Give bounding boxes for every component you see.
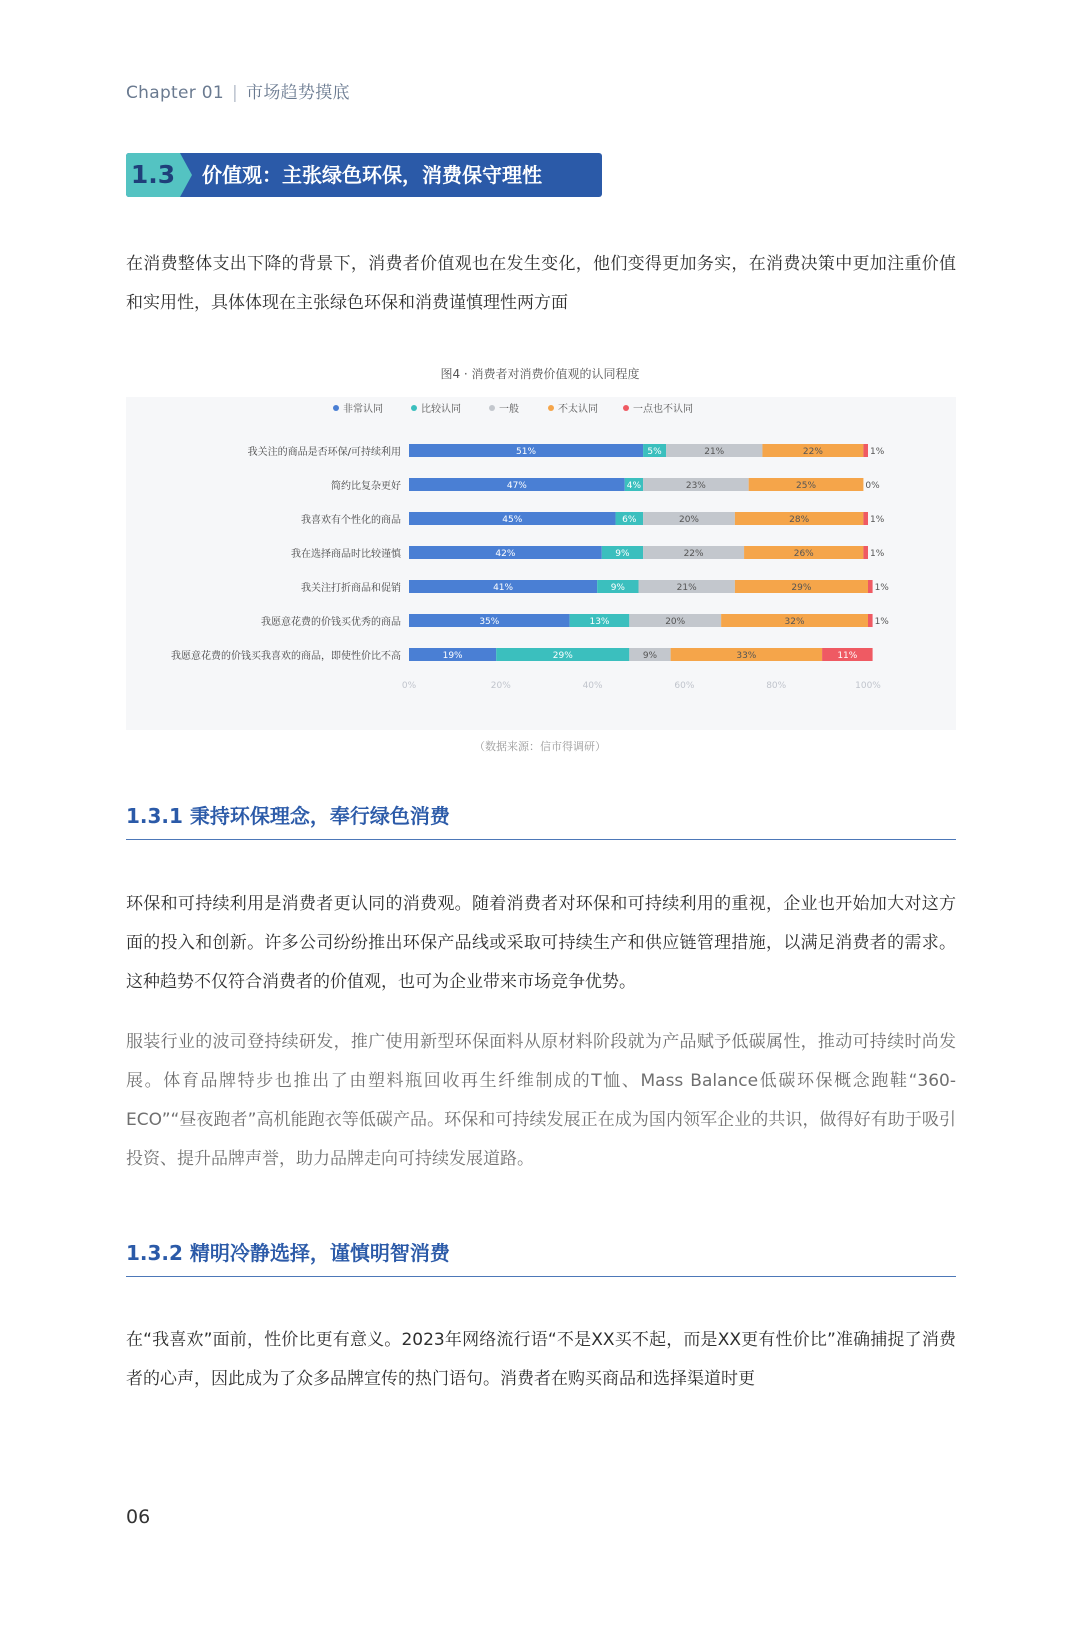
legend-label: 一点也不认同 (633, 404, 693, 415)
subsection-1-paragraph-1: 环保和可持续利用是消费者更认同的消费观。随着消费者对环保和可持续利用的重视，企业也开始加大对这方面的投入和创新。许多公司纷纷推出环保产品线或采取可持续生产和供应链管理措施，以满足消费者的需求。这种趋势不仅符合消费者的价值观，也可为企业带来市场竞争优势。 (126, 894, 956, 992)
section-title: 价值观：主张绿色环保，消费保守理性 (202, 163, 542, 187)
data-label: 23% (685, 481, 706, 491)
x-tick-label: 80% (766, 681, 787, 691)
data-label: 0% (865, 481, 880, 491)
legend-label: 比较认同 (421, 404, 461, 415)
data-label: 11% (837, 651, 858, 661)
divider: | (232, 83, 239, 103)
chapter-header (126, 78, 350, 103)
data-label: 41% (493, 583, 514, 593)
legend-label: 不太认同 (558, 404, 598, 415)
data-label: 21% (676, 583, 697, 593)
data-label: 9% (610, 583, 625, 593)
data-label: 9% (615, 549, 630, 559)
data-label: 21% (704, 447, 725, 457)
x-tick-label: 40% (582, 681, 603, 691)
x-tick-label: 20% (490, 681, 511, 691)
data-label: 29% (552, 651, 573, 661)
data-label: 51% (516, 447, 537, 457)
data-label: 33% (736, 651, 757, 661)
bar-segment (863, 546, 868, 559)
chapter-number: Chapter 01 (126, 83, 225, 103)
data-label: 1% (870, 447, 885, 457)
data-label: 5% (647, 447, 662, 457)
data-label: 35% (479, 617, 500, 627)
x-tick-label: 100% (855, 681, 881, 691)
data-label: 26% (793, 549, 814, 559)
legend-marker (333, 405, 339, 411)
stacked-bar-chart (126, 397, 956, 730)
category-label: 简约比复杂更好 (331, 481, 401, 492)
data-label: 28% (789, 515, 810, 525)
bar-segment (868, 614, 873, 627)
subsection-1-paragraph-2: 服装行业的波司登持续研发，推广使用新型环保面料从原材料阶段就为产品赋予低碳属性，推动可持续时尚发展。体育品牌特步也推出了由塑料瓶回收再生纤维制成的T恤、Mass Balance低碳环保概念跑鞋“360-ECO”“昼夜跑者”高机能跑衣等低碳产品。环保和可持续发展正在成为国内领军企业的共识，做得好有助于吸引投资、提升品牌声誉，助力品牌走向可持续发展道路。 (126, 1032, 956, 1169)
data-label: 1% (874, 617, 889, 627)
subsection-2-paragraph-1: 在“我喜欢”面前，性价比更有意义。2023年网络流行语“不是XX买不起，而是XX更有性价比”准确捕捉了消费者的心声，因此成为了众多品牌宣传的热门语句。消费者在购买商品和选择渠道时更 (126, 1330, 956, 1389)
subsection-2-title: 1.3.2 精明冷静选择，谨慎明智消费 (126, 1237, 956, 1277)
bar-segment (868, 580, 873, 593)
category-label: 我愿意花费的价钱买我喜欢的商品，即使性价比不高 (171, 651, 401, 662)
figure-caption: 图4 · 消费者对消费价值观的认同程度 (440, 367, 640, 381)
data-label: 29% (791, 583, 812, 593)
data-label: 9% (642, 651, 658, 661)
figure-source: （数据来源：信市得调研） (474, 740, 606, 753)
category-label: 我关注的商品是否环保/可持续利用 (247, 447, 401, 458)
bar-segment (863, 512, 868, 525)
data-label: 42% (495, 549, 516, 559)
data-label: 22% (802, 447, 823, 457)
category-label: 我愿意花费的价钱买优秀的商品 (261, 617, 401, 628)
x-tick-label: 0% (401, 681, 417, 691)
category-label: 我在选择商品时比较谨慎 (291, 549, 401, 560)
legend-marker (411, 405, 417, 411)
data-label: 1% (870, 515, 885, 525)
data-label: 19% (442, 651, 463, 661)
legend-marker (489, 405, 495, 411)
category-label: 我喜欢有个性化的商品 (301, 515, 401, 526)
page-number: 06 (126, 1506, 151, 1528)
data-label: 4% (626, 481, 642, 491)
section-number: 1.3 (126, 153, 180, 197)
chapter-title: 市场趋势摸底 (246, 83, 350, 103)
data-label: 45% (502, 515, 523, 525)
data-label: 25% (796, 481, 817, 491)
data-label: 47% (506, 481, 527, 491)
subsection-1-title: 1.3.1 秉持环保理念，奉行绿色消费 (126, 800, 956, 840)
data-label: 32% (784, 617, 805, 627)
data-label: 20% (665, 617, 686, 627)
data-label: 20% (678, 515, 699, 525)
section-banner (126, 153, 602, 197)
data-label: 1% (874, 583, 889, 593)
data-label: 13% (589, 617, 610, 627)
chart-container (126, 397, 956, 730)
legend-marker (548, 405, 554, 411)
intro-paragraph: 在消费整体支出下降的背景下，消费者价值观也在发生变化，他们变得更加务实，在消费决策中更加注重价值和实用性，具体体现在主张绿色环保和消费谨慎理性两方面 (126, 254, 956, 313)
legend-marker (623, 405, 629, 411)
legend-label: 一般 (499, 404, 519, 415)
category-label: 我关注打折商品和促销 (301, 583, 401, 594)
x-tick-label: 60% (674, 681, 695, 691)
data-label: 6% (622, 515, 637, 525)
bar-segment (863, 444, 868, 457)
legend-label: 非常认同 (343, 404, 383, 415)
data-label: 22% (683, 549, 704, 559)
data-label: 1% (870, 549, 885, 559)
